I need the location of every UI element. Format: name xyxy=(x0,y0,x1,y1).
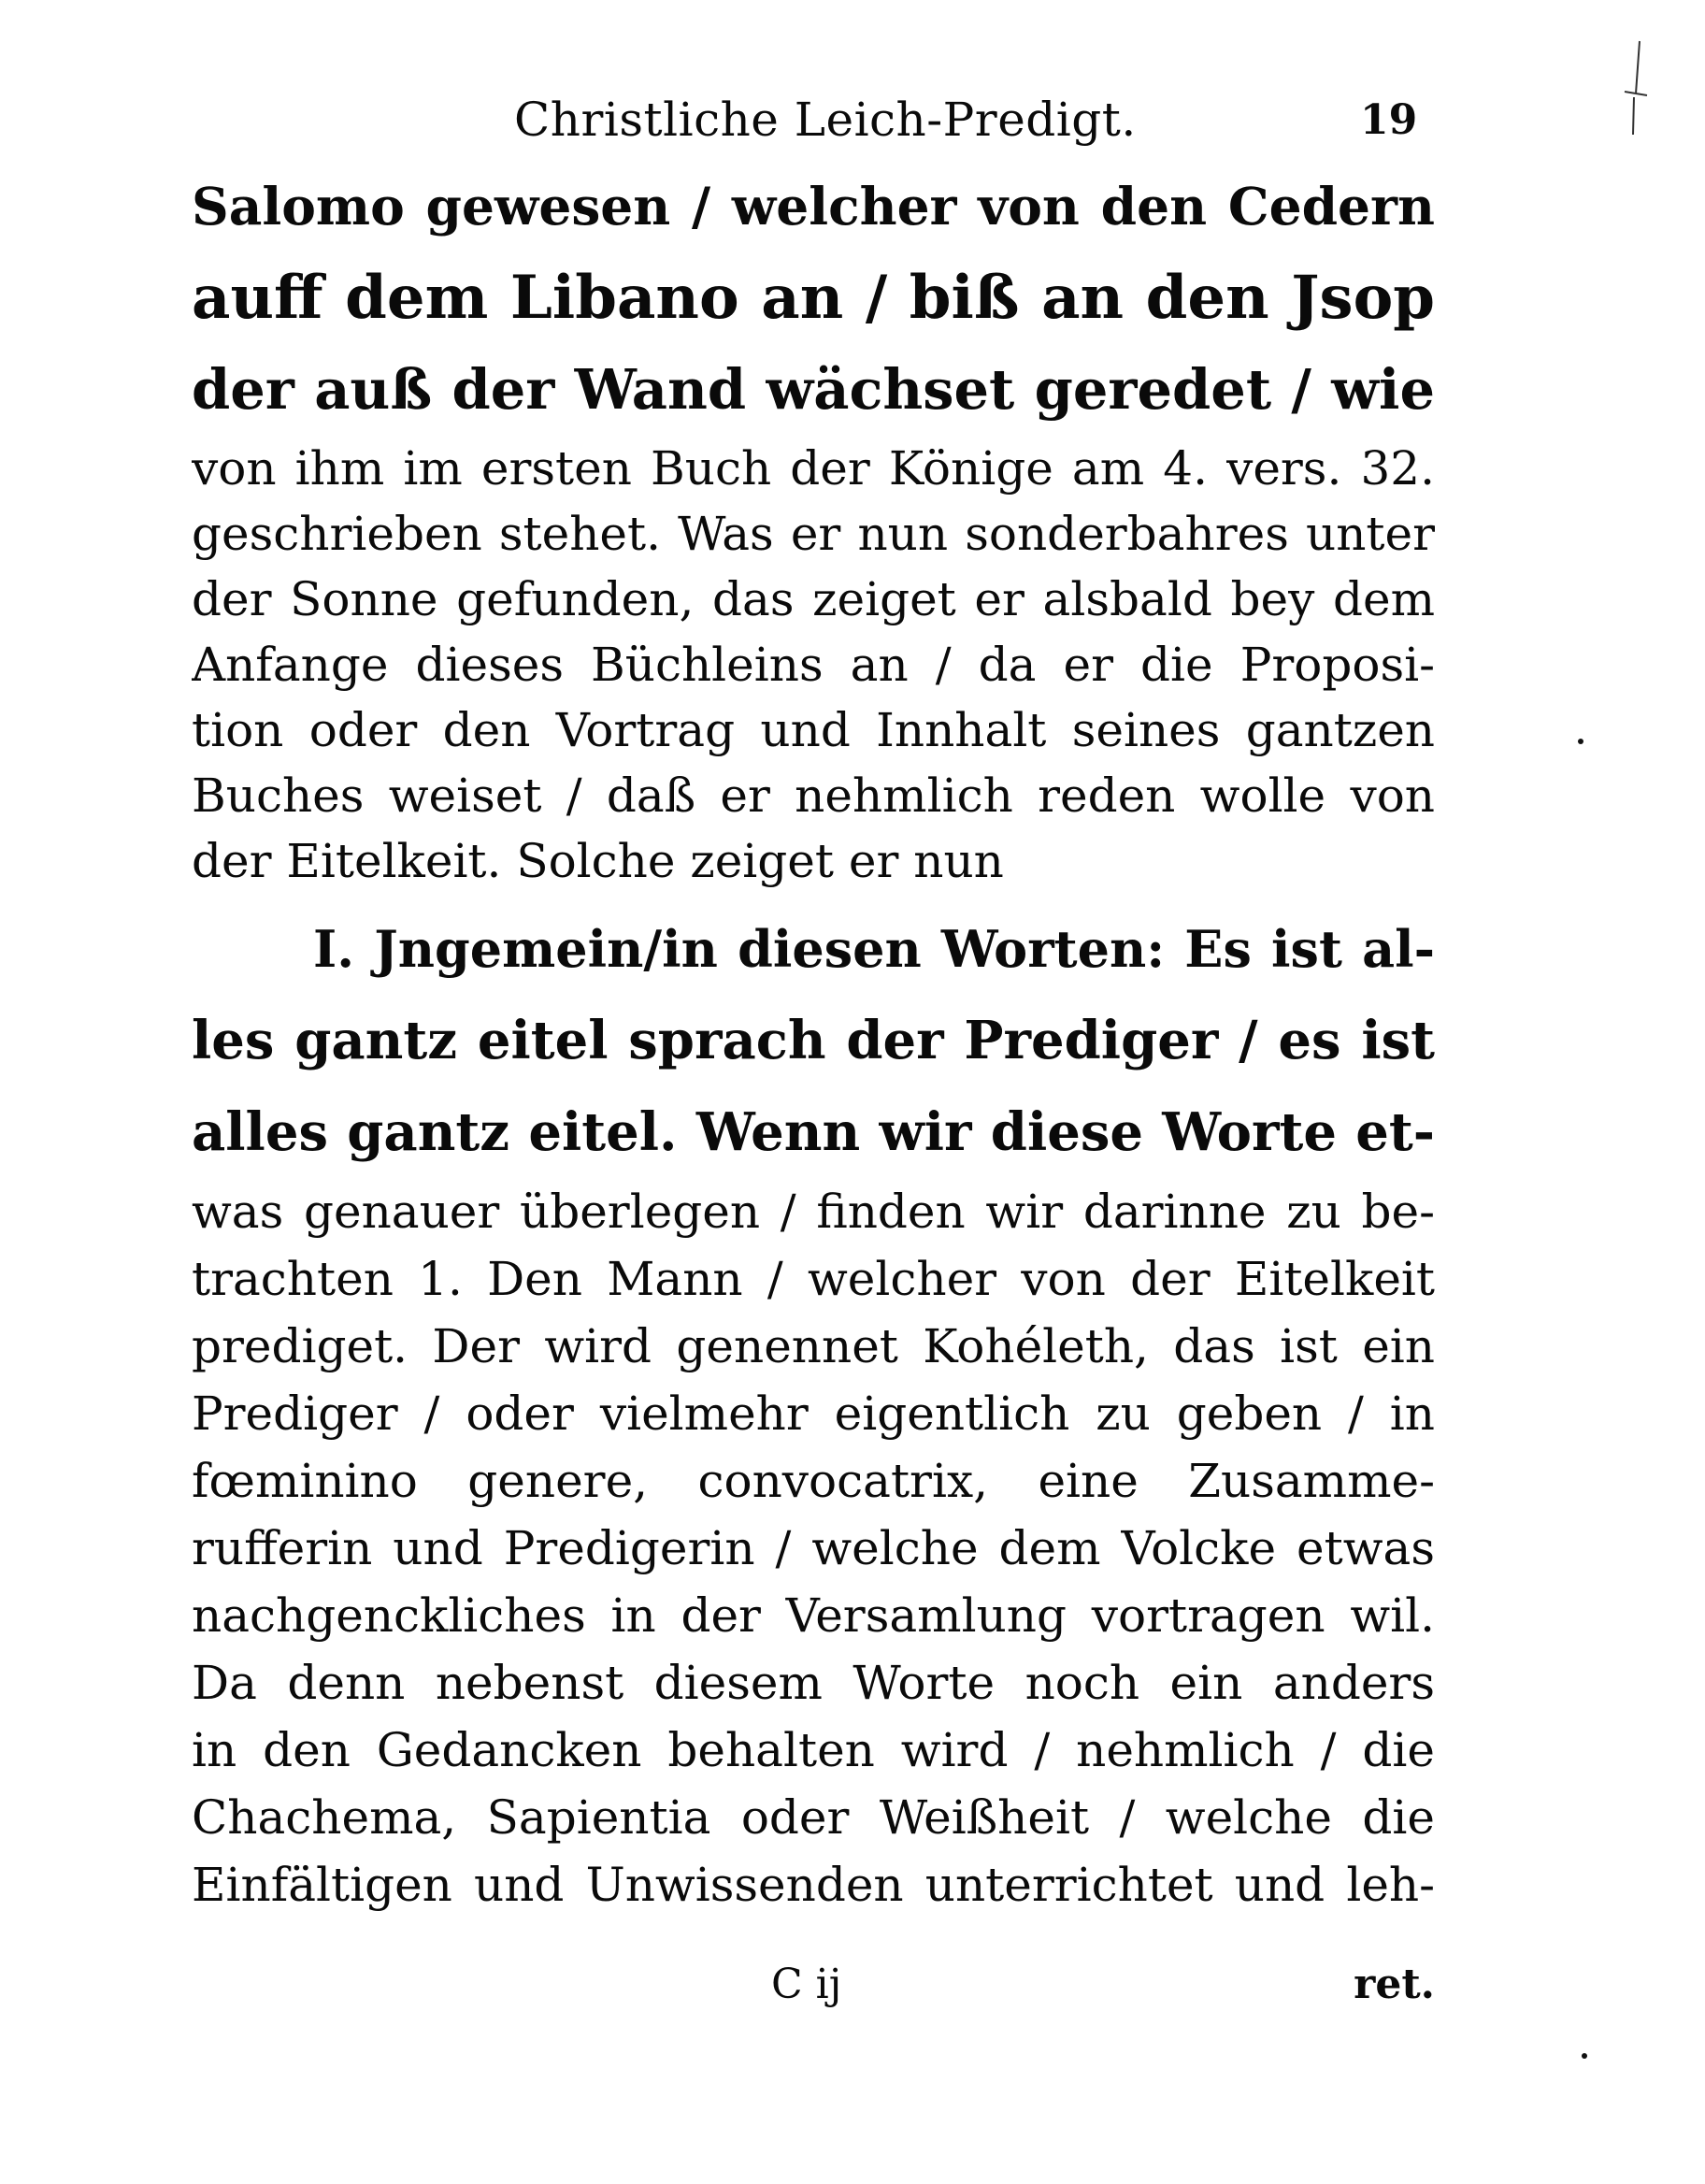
text-line: der Sonne gefunden, das zeiget er alsbald bey dem xyxy=(192,572,1435,626)
ink-speck xyxy=(1578,739,1583,744)
page-number: 19 xyxy=(1360,96,1418,144)
text-line: prediget. Der wird genennet Kohéleth, das ist ein xyxy=(192,1319,1435,1373)
text-line: in den Gedancken behalten wird / nehmlich / die xyxy=(192,1723,1435,1777)
running-head xyxy=(187,82,1418,157)
text-line: rufferin und Predigerin / welche dem Volcke etwas xyxy=(192,1521,1435,1575)
text-line: Einfältigen und Unwissenden unterrichtet und leh- xyxy=(192,1858,1435,1912)
text-line: fœminino genere, convocatrix, eine Zusamme- xyxy=(192,1454,1435,1508)
body-text xyxy=(192,161,1435,1918)
page-footer xyxy=(192,1952,1435,2018)
text-line: tion oder den Vortrag und Innhalt seines gantzen xyxy=(192,703,1435,757)
ink-speck xyxy=(1582,2053,1587,2059)
margin-pen-mark xyxy=(1615,37,1653,140)
text-line: Da denn nebenst diesem Worte noch ein anders xyxy=(192,1656,1435,1710)
text-line: auff dem Libano an / biß an den Jsop xyxy=(192,263,1435,333)
text-line: der Eitelkeit. Solche zeiget er nun xyxy=(192,834,1004,888)
text-line: von ihm im ersten Buch der Könige am 4. vers. 32. xyxy=(192,441,1435,496)
section-heading-line: I. Jngemein/in diesen Worten: Es ist al- xyxy=(313,919,1435,979)
text-line: Anfange dieses Büchleins an / da er die Proposi- xyxy=(192,638,1435,692)
text-line: les gantz eitel sprach der Prediger / es ist xyxy=(192,1010,1435,1071)
text-line: nachgenckliches in der Versamlung vortragen wil. xyxy=(192,1588,1435,1643)
text-line: geschrieben stehet. Was er nun sonderbahres unter xyxy=(192,507,1435,561)
running-title: Christliche Leich-Predigt. xyxy=(514,93,1137,147)
catchword: ret. xyxy=(1354,1961,1435,2008)
text-line: der auß der Wand wächset geredet / wie xyxy=(192,357,1435,422)
text-line: trachten 1. Den Mann / welcher von der Eitelkeit xyxy=(192,1252,1435,1306)
text-line: Prediger / oder vielmehr eigentlich zu geben / in xyxy=(192,1387,1435,1441)
text-line: alles gantz eitel. Wenn wir diese Worte et- xyxy=(192,1101,1435,1163)
text-line: Chachema, Sapientia oder Weißheit / welche die xyxy=(192,1790,1435,1845)
text-line: Salomo gewesen / welcher von den Cedern xyxy=(192,176,1435,237)
text-line: Buches weiset / daß er nehmlich reden wolle von xyxy=(192,769,1435,823)
text-line: was genauer überlegen / finden wir darinne zu be- xyxy=(192,1185,1435,1239)
signature-mark: C ij xyxy=(771,1961,842,2008)
